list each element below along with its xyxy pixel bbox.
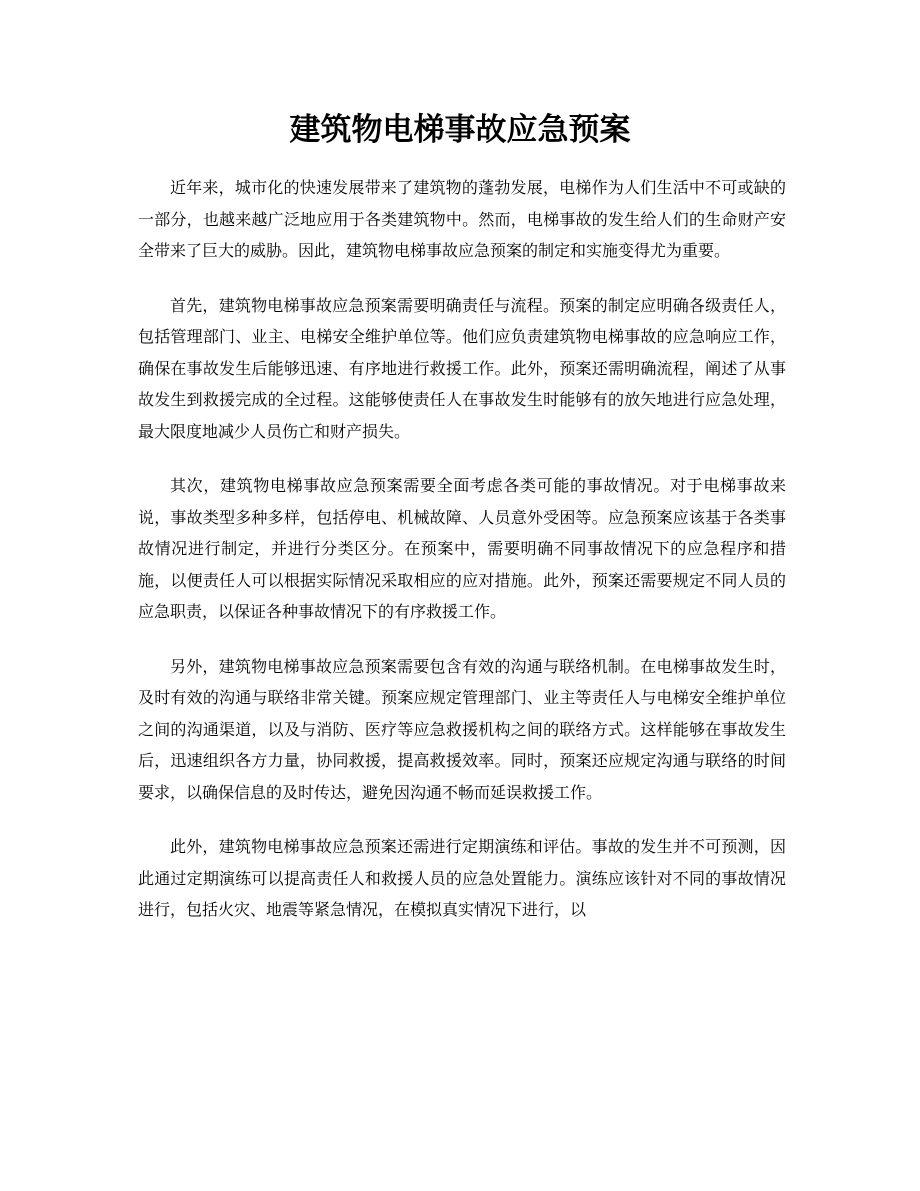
paragraph-intro: 近年来，城市化的快速发展带来了建筑物的蓬勃发展，电梯作为人们生活中不可或缺的一部分，也越来越广泛地应用于各类建筑物中。然而，电梯事故的发生给人们的生命财产安全带来了巨大的威胁。因此，建筑物电梯事故应急预案的制定和实施变得尤为重要。 [138, 178, 786, 260]
paragraph-communication: 另外，建筑物电梯事故应急预案需要包含有效的沟通与联络机制。在电梯事故发生时，及时有效的沟通与联络非常关键。预案应规定管理部门、业主等责任人与电梯安全维护单位之间的沟通渠道，以及与消防、医疗等应急救援机构之间的联络方式。这样能够在事故发生后，迅速组织各方力量，协同救援，提高救援效率。同时，预案还应规定沟通与联络的时间要求，以确保信息的及时传达，避免因沟通不畅而延误救援工作。 [138, 656, 786, 802]
paragraph-drills: 此外，建筑物电梯事故应急预案还需进行定期演练和评估。事故的发生并不可预测，因此通过定期演练可以提高责任人和救援人员的应急处置能力。演练应该针对不同的事故情况进行，包括火灾、地震等紧急情况，在模拟真实情况下进行，以 [138, 837, 786, 919]
paragraph-scenarios: 其次，建筑物电梯事故应急预案需要全面考虑各类可能的事故情况。对于电梯事故来说，事故类型多种多样，包括停电、机械故障、人员意外受困等。应急预案应该基于各类事故情况进行制定，并进行分类区分。在预案中，需要明确不同事故情况下的应急程序和措施，以便责任人可以根据实际情况采取相应的应对措施。此外，预案还需要规定不同人员的应急职责，以保证各种事故情况下的有序救援工作。 [138, 476, 786, 621]
document-body [138, 172, 786, 949]
document-title: 建筑物电梯事故应急预案 [289, 112, 631, 148]
paragraph-responsibility: 首先，建筑物电梯事故应急预案需要明确责任与流程。预案的制定应明确各级责任人，包括管理部门、业主、电梯安全维护单位等。他们应负责建筑物电梯事故的应急响应工作，确保在事故发生后能够迅速、有序地进行救援工作。此外，预案还需明确流程，阐述了从事故发生到救援完成的全过程。这能够使责任人在事故发生时能够有的放矢地进行应急处理，最大限度地减少人员伤亡和财产损失。 [138, 295, 786, 441]
